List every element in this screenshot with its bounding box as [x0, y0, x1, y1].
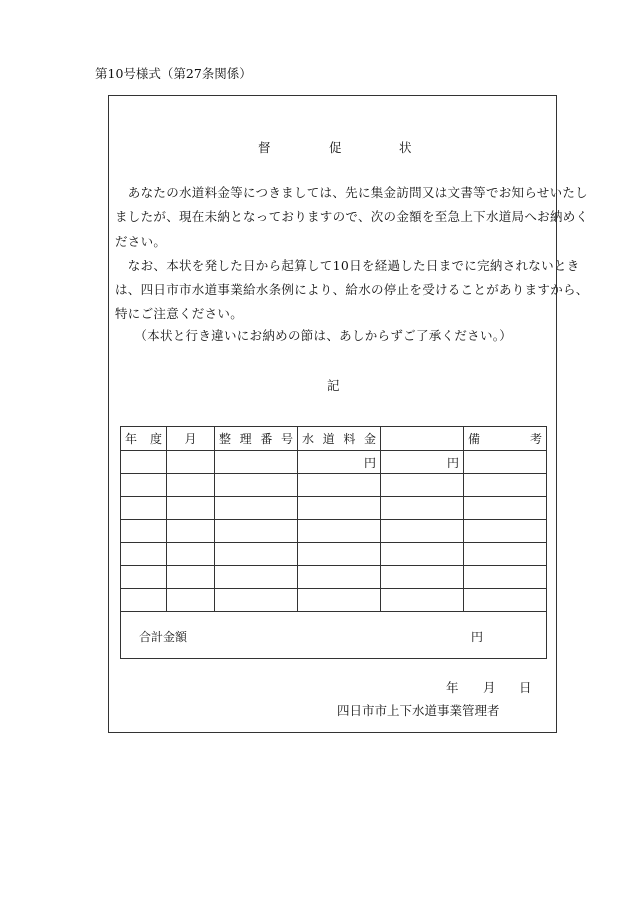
table-cell: [167, 451, 215, 474]
yen-unit: 円: [381, 451, 464, 474]
table-row: [121, 520, 547, 543]
table-cell: [298, 543, 381, 566]
yen-unit: 円: [298, 451, 381, 474]
table-row: [121, 589, 547, 612]
table-cell: [298, 474, 381, 497]
table-cell: [464, 497, 547, 520]
header-remarks: 備 考: [464, 427, 547, 451]
table-cell: [121, 589, 167, 612]
document-title: [108, 138, 557, 154]
table-cell: [464, 474, 547, 497]
body-line-3: ださい。: [115, 234, 167, 249]
total-row: [121, 612, 547, 659]
body-line-7: （本状と行き違いにお納めの節は、あしからずご了承ください。）: [115, 328, 513, 343]
table-row: [121, 566, 547, 589]
table-cell: [381, 566, 464, 589]
table-cell: [464, 451, 547, 474]
table-cell: [215, 589, 298, 612]
header-month: 月: [167, 427, 215, 451]
table-cell: [464, 543, 547, 566]
body-line-2: ましたが、現在未納となっておりますので、次の金額を至急上下水道局へお納めく: [115, 209, 589, 224]
table-cell: [381, 474, 464, 497]
table-cell: [215, 497, 298, 520]
table-cell: [464, 589, 547, 612]
header-fiscal-year: 年 度: [121, 427, 167, 451]
table-header-row: [121, 427, 547, 451]
table-cell: [121, 543, 167, 566]
table-cell: [121, 566, 167, 589]
header-blank: [381, 427, 464, 451]
body-line-1: あなたの水道料金等につきましては、先に集金訪問又は文書等でお知らせいたし: [115, 185, 588, 200]
table-cell: [298, 497, 381, 520]
title-char-3: 状: [399, 140, 412, 155]
total-cell: [121, 612, 547, 659]
table-cell: [464, 566, 547, 589]
table-cell: [215, 451, 298, 474]
table-cell: [381, 543, 464, 566]
body-line-6: 特にご注意ください。: [115, 306, 244, 321]
table-cell: [167, 474, 215, 497]
table-cell: [167, 497, 215, 520]
table-cell: [121, 474, 167, 497]
table-row: [121, 543, 547, 566]
table-row: [121, 474, 547, 497]
total-yen-unit: 円: [471, 630, 484, 644]
table-cell: [381, 497, 464, 520]
table-cell: [167, 589, 215, 612]
table-cell: [298, 589, 381, 612]
table-row: [121, 451, 547, 474]
fee-table: [120, 426, 547, 659]
table-cell: [464, 520, 547, 543]
title-char-2: 促: [329, 140, 342, 155]
date-year: 年: [446, 680, 459, 695]
date-month: 月: [483, 680, 496, 695]
issuer-name: 四日市市上下水道事業管理者: [337, 703, 500, 718]
table-cell: [381, 520, 464, 543]
table-cell: [215, 474, 298, 497]
table-cell: [298, 520, 381, 543]
table-cell: [381, 589, 464, 612]
header-water-fee: 水道料金: [298, 427, 381, 451]
table-cell: [167, 566, 215, 589]
table-row: [121, 497, 547, 520]
title-char-1: 督: [258, 140, 271, 155]
table-cell: [298, 566, 381, 589]
table-cell: [215, 520, 298, 543]
table-cell: [121, 497, 167, 520]
header-reference-number: 整理番号: [215, 427, 298, 451]
form-reference: 第10号様式（第27条関係）: [95, 66, 252, 81]
ki-label: 記: [327, 378, 340, 393]
table-cell: [167, 543, 215, 566]
table-cell: [215, 566, 298, 589]
table-cell: [121, 520, 167, 543]
table-cell: [121, 451, 167, 474]
issue-date: [108, 678, 557, 694]
table-cell: [167, 520, 215, 543]
body-line-5: は、四日市市水道事業給水条例により、給水の停止を受けることがありますから、: [115, 282, 589, 297]
body-line-4: なお、本状を発した日から起算して10日を経過した日までに完納されないとき: [115, 258, 580, 273]
date-day: 日: [519, 680, 532, 695]
table-cell: [215, 543, 298, 566]
total-label: 合計金額: [139, 630, 188, 644]
